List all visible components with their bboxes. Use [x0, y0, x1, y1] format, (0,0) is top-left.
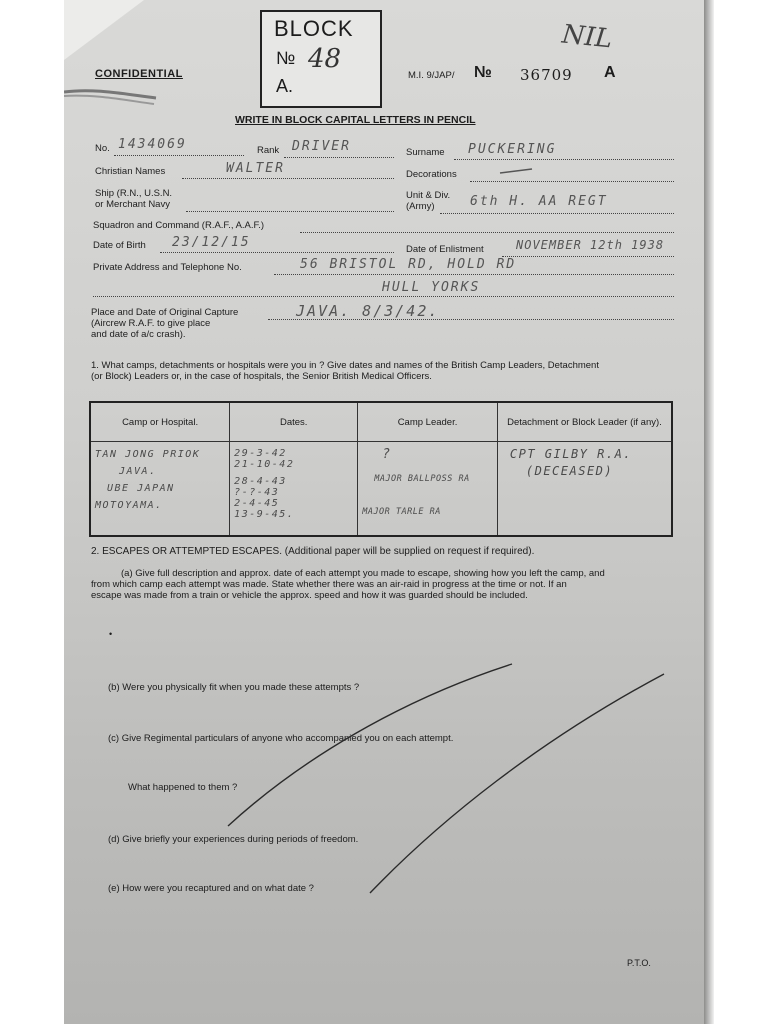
- rank-label: Rank: [257, 145, 280, 156]
- column-detachment-leader: Detachment or Block Leader (if any).: [497, 402, 672, 442]
- surname-label: Surname: [406, 147, 445, 158]
- nil-mark: NIL: [560, 19, 614, 55]
- capture-label-line3: and date of a/c crash).: [91, 329, 186, 340]
- rank-value: DRIVER: [292, 139, 351, 154]
- camp-entry: JAVA.: [119, 466, 157, 477]
- squadron-label: Squadron and Command (R.A.F., A.A.F.): [93, 220, 265, 231]
- stamp-block-text: BLOCK: [274, 16, 354, 41]
- stray-mark: •: [109, 629, 113, 639]
- capture-value: JAVA. 8/3/42.: [296, 302, 440, 320]
- address-value-2: HULL YORKS: [382, 280, 481, 295]
- decorations-label: Decorations: [406, 169, 457, 180]
- stamp-number-sign: №: [276, 48, 296, 68]
- camp-entry: MOTOYAMA.: [95, 500, 163, 511]
- capture-label-line1: Place and Date of Original Capture: [91, 307, 239, 318]
- section1-question-line1: 1. What camps, detachments or hospitals were you in ? Give dates and names of the British Camp Leaders, Detachment: [91, 360, 599, 371]
- ship-label-line2: or Merchant Navy: [95, 199, 170, 210]
- question-e: (e) How were you recaptured and on what date ?: [108, 883, 314, 894]
- leader-entry: ?: [382, 447, 391, 462]
- ship-label-line1: Ship (R.N., U.S.N.: [95, 188, 173, 199]
- date-entry: 29-3-42: [234, 448, 287, 459]
- enlistment-label: Date of Enlistment: [406, 244, 484, 255]
- date-entry: 21-10-42: [234, 459, 295, 470]
- question-a-line1: (a) Give full description and approx. date of each attempt you made to escape, showing how you left the camp, and: [121, 568, 605, 579]
- form-number-suffix: A: [604, 64, 616, 81]
- confidential-label: CONFIDENTIAL: [95, 68, 183, 80]
- question-d: (d) Give briefly your experiences during periods of freedom.: [108, 834, 359, 845]
- column-camp-leader: Camp Leader.: [358, 402, 498, 442]
- camp-entry: TAN JONG PRIOK: [95, 449, 201, 460]
- unit-label-line1: Unit & Div.: [406, 190, 451, 201]
- christian-names-value: WALTER: [226, 161, 285, 176]
- service-number-label: No.: [95, 143, 110, 154]
- surname-value: PUCKERING: [468, 142, 557, 157]
- address-label: Private Address and Telephone No.: [93, 262, 242, 273]
- camp-entry: UBE JAPAN: [107, 483, 175, 494]
- date-entry: 28-4-43: [234, 476, 287, 487]
- date-entry: 2-4-45: [234, 498, 280, 509]
- reference-code: M.I. 9/JAP/: [408, 70, 455, 81]
- detachment-entry: CPT GILBY R.A.: [509, 447, 633, 461]
- stamp-handwritten-number: 48: [308, 44, 342, 74]
- section2-heading: 2. ESCAPES OR ATTEMPTED ESCAPES. (Additional paper will be supplied on request if required).: [91, 546, 535, 557]
- question-a-line2: from which camp each attempt was made. State whether there was an air-raid in progress at the time or not. If an: [91, 579, 567, 590]
- question-b: (b) Were you physically fit when you made these attempts ?: [108, 682, 360, 693]
- unit-value: 6th H. AA REGT: [470, 194, 608, 209]
- stamp-a-text: A.: [276, 76, 294, 96]
- capture-label-line2: (Aircrew R.A.F. to give place: [91, 318, 211, 329]
- date-of-birth-value: 23/12/15: [172, 235, 251, 250]
- column-dates: Dates.: [230, 402, 358, 442]
- column-camp-or-hospital: Camp or Hospital.: [90, 402, 230, 442]
- leader-entry: MAJOR BALLPOSS RA: [374, 474, 470, 484]
- service-number-value: 1434069: [118, 137, 187, 152]
- date-entry: ?-?-43: [234, 487, 280, 498]
- date-of-birth-label: Date of Birth: [93, 240, 146, 251]
- address-value-1: 56 BRISTOL RD, HOLD RD: [300, 257, 517, 272]
- number-label: №: [474, 64, 492, 81]
- question-a-line3: escape was made from a train or vehicle the approx. speed and how it was guarded should be included.: [91, 590, 528, 601]
- detachment-entry: (DECEASED): [525, 464, 614, 478]
- date-entry: 13-9-45.: [234, 509, 295, 520]
- unit-label-line2: (Army): [406, 201, 435, 212]
- please-turn-over: P.T.O.: [627, 958, 651, 968]
- enlistment-value: NOVEMBER 12th 1938: [516, 238, 665, 252]
- section1-question-line2: (or Block) Leaders or, in the case of hospitals, the Senior British Medical Officers.: [91, 371, 432, 382]
- christian-names-label: Christian Names: [95, 166, 166, 177]
- leader-entry: MAJOR TARLE RA: [362, 507, 441, 517]
- question-c-followup: What happened to them ?: [128, 782, 238, 793]
- instruction-heading: WRITE IN BLOCK CAPITAL LETTERS IN PENCIL: [235, 114, 476, 126]
- question-c: (c) Give Regimental particulars of anyone who accompanied you on each attempt.: [108, 733, 454, 744]
- form-number: 36709: [520, 66, 573, 84]
